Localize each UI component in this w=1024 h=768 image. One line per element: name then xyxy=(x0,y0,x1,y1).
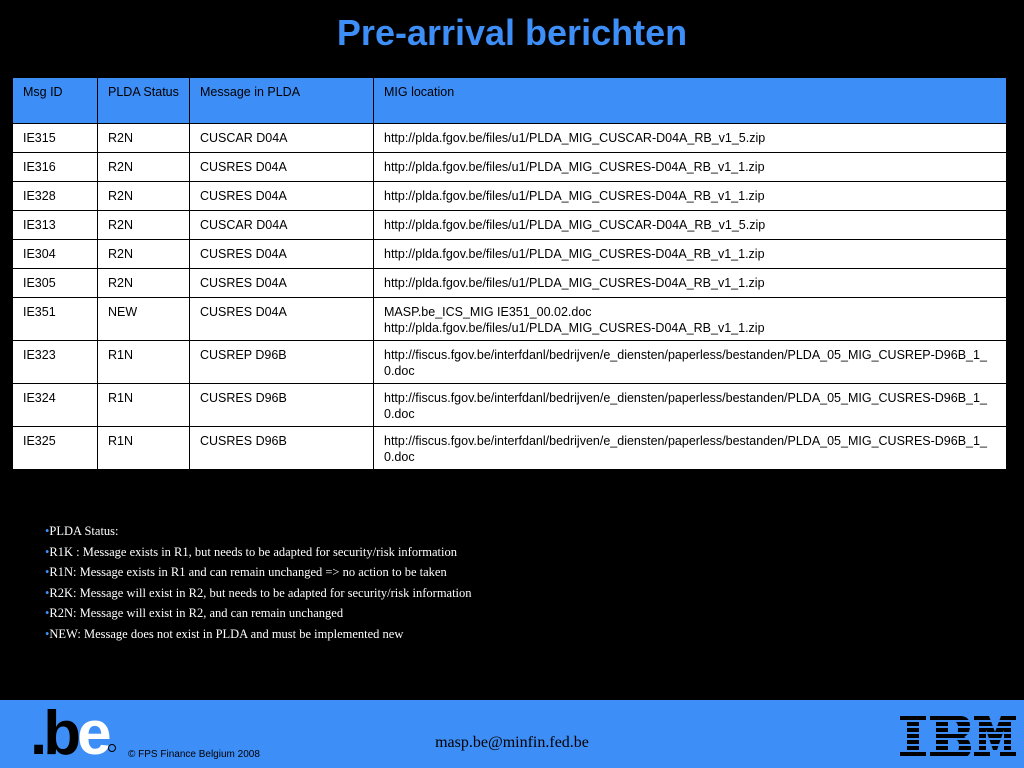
table-row xyxy=(13,182,1007,211)
bullet-icon: • xyxy=(45,606,50,620)
cell-mig-location[interactable]: http://plda.fgov.be/files/u1/PLDA_MIG_CUSRES-D04A_RB_v1_1.zip xyxy=(374,240,1007,269)
cell-msg-id: IE316 xyxy=(13,153,98,182)
legend-item xyxy=(45,521,472,542)
bullet-icon: • xyxy=(45,626,50,641)
cell-msg-id: IE328 xyxy=(13,182,98,211)
bullet-icon: • xyxy=(45,544,50,559)
cell-mig-location[interactable]: http://plda.fgov.be/files/u1/PLDA_MIG_CUSCAR-D04A_RB_v1_5.zip xyxy=(374,211,1007,240)
slide-title: Pre-arrival berichten xyxy=(336,12,688,53)
cell-plda-status: R2N xyxy=(98,211,190,240)
legend-text: NEW: Message does not exist in PLDA and must be implemented new xyxy=(49,626,404,641)
legend-text: R1N: Message exists in R1 and can remain unchanged => no action to be taken xyxy=(49,565,447,579)
ibm-logo xyxy=(898,716,1016,760)
legend-text: R1K : Message exists in R1, but needs to be adapted for security/risk information xyxy=(49,544,457,559)
cell-message-in-plda: CUSRES D04A xyxy=(190,182,374,211)
table-row xyxy=(13,427,1007,470)
bullet-icon: • xyxy=(45,585,50,600)
legend-item xyxy=(45,624,472,645)
cell-message-in-plda: CUSCAR D04A xyxy=(190,124,374,153)
legend-item xyxy=(45,583,472,604)
cell-msg-id: IE325 xyxy=(13,427,98,470)
status-legend xyxy=(45,521,472,644)
cell-plda-status: R2N xyxy=(98,182,190,211)
contact-email[interactable]: masp.be@minfin.fed.be xyxy=(435,734,589,751)
cell-plda-status: R2N xyxy=(98,269,190,298)
be-logo: .be xyxy=(30,699,108,768)
bullet-icon: • xyxy=(45,524,50,538)
copyright-text: © FPS Finance Belgium 2008 xyxy=(128,749,260,760)
table-body xyxy=(13,124,1007,470)
cell-plda-status: R2N xyxy=(98,240,190,269)
legend-text: PLDA Status: xyxy=(49,524,119,538)
cell-plda-status: R1N xyxy=(98,427,190,470)
table-row xyxy=(13,124,1007,153)
cell-message-in-plda: CUSRES D96B xyxy=(190,427,374,470)
cell-mig-location[interactable]: http://fiscus.fgov.be/interfdanl/bedrijven/e_diensten/paperless/bestanden/PLDA_05_MIG_CUSRES-D96B_1_0.doc xyxy=(374,384,1007,427)
bullet-icon: • xyxy=(45,565,50,579)
table-row xyxy=(13,384,1007,427)
cell-msg-id: IE315 xyxy=(13,124,98,153)
table-row xyxy=(13,269,1007,298)
legend-text: R2N: Message will exist in R2, and can remain unchanged xyxy=(49,606,344,620)
table-row xyxy=(13,211,1007,240)
table-row xyxy=(13,240,1007,269)
cell-plda-status: R2N xyxy=(98,153,190,182)
footer-bar xyxy=(0,700,1024,768)
table-row xyxy=(13,341,1007,384)
legend-item xyxy=(45,562,472,583)
cell-mig-location[interactable]: http://plda.fgov.be/files/u1/PLDA_MIG_CUSRES-D04A_RB_v1_1.zip xyxy=(374,153,1007,182)
table-row xyxy=(13,153,1007,182)
cell-message-in-plda: CUSRES D04A xyxy=(190,153,374,182)
legend-text: R2K: Message will exist in R2, but needs to be adapted for security/risk information xyxy=(49,585,472,600)
cell-mig-location[interactable]: http://fiscus.fgov.be/interfdanl/bedrijven/e_diensten/paperless/bestanden/PLDA_05_MIG_CUSREP-D96B_1_0.doc xyxy=(374,341,1007,384)
legend-item xyxy=(45,542,472,563)
cell-msg-id: IE305 xyxy=(13,269,98,298)
header-mig-location: MIG location xyxy=(374,78,1007,124)
cell-msg-id: IE323 xyxy=(13,341,98,384)
cell-plda-status: R1N xyxy=(98,341,190,384)
table-row xyxy=(13,298,1007,341)
header-message-in-plda: Message in PLDA xyxy=(190,78,374,124)
cell-message-in-plda: CUSRES D04A xyxy=(190,240,374,269)
cell-msg-id: IE313 xyxy=(13,211,98,240)
cell-mig-location[interactable]: http://plda.fgov.be/files/u1/PLDA_MIG_CUSCAR-D04A_RB_v1_5.zip xyxy=(374,124,1007,153)
mig-table xyxy=(12,77,1007,470)
cell-message-in-plda: CUSRES D04A xyxy=(190,298,374,341)
cell-mig-location[interactable]: MASP.be_ICS_MIG IE351_00.02.doc http://plda.fgov.be/files/u1/PLDA_MIG_CUSRES-D04A_RB_v1_1.zip xyxy=(374,298,1007,341)
cell-mig-location[interactable]: http://plda.fgov.be/files/u1/PLDA_MIG_CUSRES-D04A_RB_v1_1.zip xyxy=(374,182,1007,211)
cell-msg-id: IE324 xyxy=(13,384,98,427)
cell-msg-id: IE304 xyxy=(13,240,98,269)
cell-mig-location[interactable]: http://fiscus.fgov.be/interfdanl/bedrijven/e_diensten/paperless/bestanden/PLDA_05_MIG_CUSRES-D96B_1_0.doc xyxy=(374,427,1007,470)
header-msg-id: Msg ID xyxy=(13,78,98,124)
cell-message-in-plda: CUSCAR D04A xyxy=(190,211,374,240)
cell-message-in-plda: CUSRES D04A xyxy=(190,269,374,298)
header-plda-status: PLDA Status xyxy=(98,78,190,124)
cell-plda-status: NEW xyxy=(98,298,190,341)
cell-msg-id: IE351 xyxy=(13,298,98,341)
cell-message-in-plda: CUSREP D96B xyxy=(190,341,374,384)
cell-plda-status: R1N xyxy=(98,384,190,427)
legend-item xyxy=(45,603,472,624)
cell-plda-status: R2N xyxy=(98,124,190,153)
cell-message-in-plda: CUSRES D96B xyxy=(190,384,374,427)
cell-mig-location[interactable]: http://plda.fgov.be/files/u1/PLDA_MIG_CUSRES-D04A_RB_v1_1.zip xyxy=(374,269,1007,298)
table-header-row xyxy=(13,78,1007,124)
